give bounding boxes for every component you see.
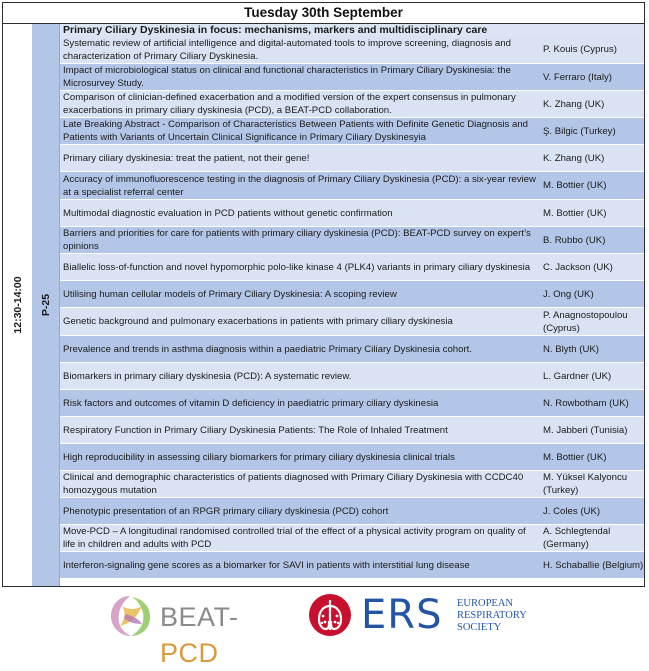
speaker-name: H. Schaballie (Belgium) <box>543 559 644 571</box>
speaker-name: N. Blyth (UK) <box>543 343 599 355</box>
table-row <box>60 363 644 390</box>
abstract-title: Clinical and demographic characteristics of patients diagnosed with Primary Ciliary Dyskinesia with CCDC40 homozygous mutation <box>63 472 524 496</box>
time-column <box>3 24 33 586</box>
session-code: P-25 <box>39 293 52 317</box>
abstract-title: Phenotypic presentation of an RPGR primary ciliary dyskinesia (PCD) cohort <box>63 505 389 517</box>
table-row <box>60 254 644 281</box>
abstract-title: Biallelic loss-of-function and novel hypomorphic polo-like kinase 4 (PLK4) variants in primary ciliary dyskinesia <box>63 261 531 273</box>
abstract-title: High reproducibility in assessing ciliary biomarkers for primary ciliary dyskinesia clinical trials <box>63 451 455 463</box>
table-row <box>60 200 644 227</box>
speaker-name: L. Gardner (UK) <box>543 370 612 382</box>
table-row <box>60 281 644 308</box>
speaker-name: P. Kouis (Cyprus) <box>543 44 617 55</box>
table-row <box>60 417 644 444</box>
abstract-title: Comparison of clinician-defined exacerbation and a modified version of the expert consensus in pulmonary exacerbations in primary ciliary dyskinesia (PCD), a BEAT-PCD collaboration. <box>63 92 516 116</box>
speaker-name: M. Bottier (UK) <box>543 207 607 219</box>
speaker-name: J. Ong (UK) <box>543 288 594 300</box>
abstract-title: Respiratory Function in Primary Ciliary Dyskinesia Patients: The Role of Inhaled Treatment <box>63 424 448 436</box>
speaker-name: V. Ferraro (Italy) <box>543 71 612 83</box>
speaker-name: K. Zhang (UK) <box>543 98 605 110</box>
abstract-title: Late Breaking Abstract - Comparison of Characteristics Between Patients with Definite Genetic Diagnosis and Patients with Variants of Uncertain Clinical Significance in Primary Ciliary Dyskinesyia <box>63 119 528 143</box>
abstract-title: Primary ciliary dyskinesia: treat the patient, not their gene! <box>63 152 310 164</box>
table-row <box>60 91 644 118</box>
time-slot: 12:30-14:00 <box>11 276 24 334</box>
table-row <box>60 172 644 200</box>
schedule-table <box>2 2 645 587</box>
speaker-name: Ş. Bilgic (Turkey) <box>543 125 616 137</box>
beat-pcd-emblem-icon <box>108 594 154 638</box>
speaker-name: N. Rowbotham (UK) <box>543 397 629 409</box>
table-row <box>60 525 644 552</box>
table-row <box>60 390 644 417</box>
ers-society-name: EUROPEAN RESPIRATORY SOCIETY <box>457 598 527 633</box>
abstract-title: Genetic background and pulmonary exacerbations in patients with primary ciliary dyskinesia <box>63 316 453 327</box>
abstract-title: Barriers and priorities for care for patients with primary ciliary dyskinesia (PCD): BEAT-PCD survey on expert’s opinions <box>63 228 531 252</box>
beat-pcd-wordmark: BEAT-PCD <box>160 602 239 668</box>
day-header: Tuesday 30th September <box>3 3 644 24</box>
abstract-title: Systematic review of artificial intelligence and digital-automated tools to improve screening, diagnosis and characterization of Primary Ciliary Dyskinesia. <box>63 37 511 62</box>
table-row <box>60 145 644 172</box>
abstract-title: Move-PCD – A longitudinal randomised controlled trial of the effect of a physical activity program on quality of life in children and adults with PCD <box>63 526 526 550</box>
ers-emblem-icon <box>307 592 353 638</box>
speaker-name: B. Rubbo (UK) <box>543 234 606 246</box>
row-container <box>60 36 644 579</box>
speaker-name: J. Coles (UK) <box>543 505 601 517</box>
speaker-name: K. Zhang (UK) <box>543 152 605 164</box>
speaker-name: M. Yüksel Kalyoncu (Turkey) <box>543 472 628 496</box>
table-row <box>60 552 644 579</box>
table-row <box>60 498 644 525</box>
abstract-title: Risk factors and outcomes of vitamin D deficiency in paediatric primary ciliary dyskinesia <box>63 397 439 409</box>
speaker-name: M. Bottier (UK) <box>543 451 607 463</box>
abstract-title: Biomarkers in primary ciliary dyskinesia (PCD): A systematic review. <box>63 370 352 382</box>
session-title: Primary Ciliary Dyskinesia in focus: mechanisms, markers and multidisciplinary care <box>60 24 644 36</box>
session-code-column <box>32 24 60 586</box>
speaker-name: A. Schlegtendal (Germany) <box>543 526 611 550</box>
table-row <box>60 227 644 254</box>
abstract-title: Prevalence and trends in asthma diagnosis within a paediatric Primary Ciliary Dyskinesia cohort. <box>63 343 472 355</box>
table-row <box>60 471 644 498</box>
table-row <box>60 308 644 336</box>
table-row <box>60 336 644 363</box>
abstract-list <box>60 24 644 586</box>
speaker-name: M. Bottier (UK) <box>543 180 607 191</box>
schedule-body <box>3 24 644 586</box>
abstract-title: Accuracy of immunofluorescence testing in the diagnosis of Primary Ciliary Dyskinesia (PCD): a six-year review at a specialist referral center <box>63 173 536 198</box>
abstract-title: Utilising human cellular models of Primary Ciliary Dyskinesia: A scoping review <box>63 288 397 300</box>
speaker-name: P. Anagnostopoulou (Cyprus) <box>543 309 628 334</box>
beat-pcd-logo <box>108 594 288 668</box>
speaker-name: C. Jackson (UK) <box>543 261 613 273</box>
abstract-title: Impact of microbiological status on clinical and functional characteristics in Primary Ciliary Dyskinesia: the Microsurvey Study. <box>63 65 511 89</box>
table-row <box>60 64 644 91</box>
abstract-title: Multimodal diagnostic evaluation in PCD patients without genetic confirmation <box>63 207 393 219</box>
ers-wordmark: ERS <box>361 592 443 638</box>
abstract-title: Interferon-signaling gene scores as a biomarker for SAVI in patients with interstitial lung disease <box>63 559 470 571</box>
table-row <box>60 36 644 64</box>
table-row <box>60 118 644 145</box>
footer-logos <box>0 588 649 668</box>
speaker-name: M. Jabberi (Tunisia) <box>543 424 628 436</box>
table-row <box>60 444 644 471</box>
ers-logo <box>307 592 547 638</box>
